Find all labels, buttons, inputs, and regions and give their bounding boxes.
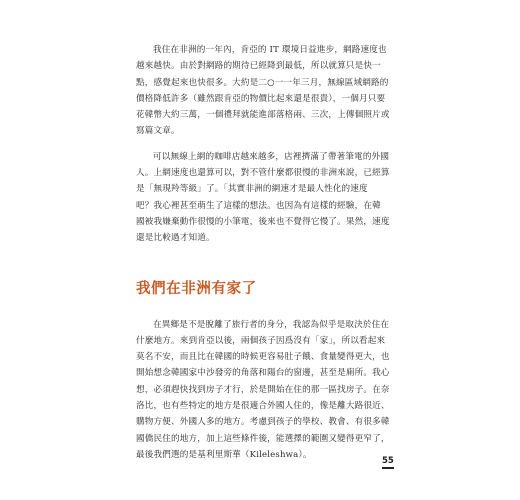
text-line: 購物方便、外國人多的地方。考慮到孩子的學校、教會、有很多韓 bbox=[136, 417, 390, 428]
text-line: 花韓幣大約三萬，一個禮拜就能進部落格兩、三次，上傳個照片或 bbox=[136, 110, 390, 121]
text-line: 價格降低許多（雖然跟肯亞的物價比起來還是很貴），一個月只要 bbox=[136, 93, 386, 104]
section-heading: 我們在非洲有家了 bbox=[136, 280, 257, 297]
text-line: 點，感覺起來也快很多。大約是二○一一年三月，無線區域網路的 bbox=[136, 77, 389, 88]
text-line: 開始想念韓國家中沙發旁的角落和陽台的窗邊，甚至是廁所。我心 bbox=[136, 368, 390, 379]
text-line: 我住在非洲的一年內，肯亞的 IT 環境日益進步，網路速度也 bbox=[153, 45, 387, 55]
text-line: 越來越快。由於對網路的期待已經降到最低，所以就算只是快一 bbox=[136, 61, 381, 72]
text-line: 寫篇文章。 bbox=[136, 126, 180, 137]
text-line: 國被我嫌棄動作很慢的小筆電，後來也不覺得它慢了。果然，速度 bbox=[136, 216, 390, 227]
text-line: 想，必須趕快找到房子才行，於是開始在住的那一區找房子。在奈 bbox=[136, 384, 390, 395]
text-line: 是「無現羚等級」了。「其實非洲的網速才是最人性化的速度 bbox=[136, 184, 368, 195]
text-line: 洛比，也有些特定的地方是很適合外國人住的，像是離大路很近、 bbox=[136, 401, 390, 412]
paragraph-cafe-wifi bbox=[136, 149, 398, 247]
text-line: 吧？我心裡甚至萌生了這樣的想法。也因為有這樣的經驗，在韓 bbox=[136, 200, 381, 211]
paragraph-internet-speed bbox=[136, 42, 398, 140]
text-line: 國僑民住的地方，加上這些條件後，能選擇的範圍又變得更窄了， bbox=[136, 433, 390, 444]
book-page bbox=[136, 42, 398, 463]
text-line: 還是比較過才知道。 bbox=[136, 233, 215, 244]
text-line: 可以無線上網的咖啡店越來越多，店裡擠滿了帶著筆電的外國 bbox=[153, 151, 390, 162]
text-line: 什麼地方。來到肯亞以後，兩個孩子因爲沒有「家」，所以看起來 bbox=[136, 335, 386, 346]
text-line: 在異鄉是不是脫離了旅行者的身分，我認為似乎是取決於住在 bbox=[153, 319, 390, 330]
page-number: 55 bbox=[382, 456, 394, 469]
text-line: 莫名不安，而且比在韓國的時候更容易肚子餓、食量變得更大，也 bbox=[136, 352, 390, 363]
paragraph-finding-home bbox=[136, 317, 398, 464]
text-line: 最後我們選的是基利里斯華（Kileleshwa）。 bbox=[136, 449, 312, 460]
text-line: 人。上網速度也還算可以，對不管什麼都很慢的非洲來說，已經算 bbox=[136, 168, 390, 179]
